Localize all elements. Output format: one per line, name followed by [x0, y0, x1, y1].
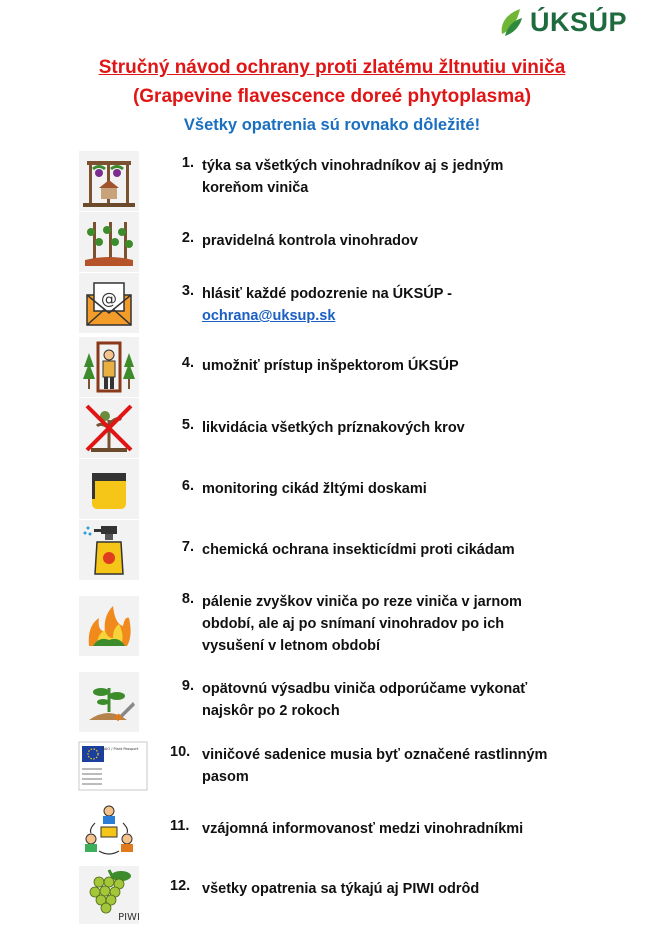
plant-passport-icon: [78, 738, 148, 794]
item-number: 3.: [181, 283, 194, 299]
item-text: likvidácia všetkých príznakových krov: [202, 420, 465, 436]
item-text: opätovnú výsadbu viniča odporúčame vykonať najskôr po 2 rokoch: [202, 681, 528, 719]
item-text: všetky opatrenia sa týkajú aj PIWI odrôd: [202, 881, 480, 897]
item-number: 5.: [181, 417, 194, 433]
page-title: Stručný návod ochrany proti zlatému žltnutiu viniča: [98, 57, 566, 78]
item-text: monitoring cikád žltými doskami: [202, 481, 427, 497]
item-number: 11.: [170, 818, 190, 834]
leaf-logo-icon: [498, 6, 524, 38]
item-number: 9.: [181, 678, 194, 694]
yellow-trap-icon: [79, 459, 139, 519]
piwi-grapes-icon: [79, 866, 139, 924]
email-link[interactable]: ochrana@uksup.sk: [202, 308, 336, 324]
item-text: chemická ochrana insekticídmi proti cikádam: [202, 542, 515, 558]
svg-text:@: @: [101, 289, 117, 308]
passport-header: RAIO / Plant Passport: [101, 747, 139, 751]
item-text: viničové sadenice musia byť označené rastlinným pasom: [202, 747, 548, 785]
item-number: 10.: [170, 744, 191, 760]
uksup-logo: [498, 4, 627, 40]
importance-note: Všetky opatrenia sú rovnako dôležité!: [183, 116, 481, 134]
item-number: 6.: [181, 478, 194, 494]
item-number: 8.: [181, 591, 194, 607]
people-communication-icon: [79, 801, 139, 861]
piwi-label: PIWI: [118, 912, 139, 923]
crossed-vine-icon: [79, 398, 139, 458]
insecticide-spray-icon: [79, 520, 139, 580]
logo-text: ÚKSÚP: [530, 6, 628, 37]
item-text: vzájomná informovanosť medzi vinohradníkmi: [202, 821, 524, 837]
item-text: umožniť prístup inšpektorom ÚKSÚP: [202, 358, 459, 374]
item-number: 12.: [170, 878, 191, 894]
item-number: 1.: [181, 155, 194, 171]
fire-bush-icon: [79, 596, 139, 656]
item-text: pálenie zvyškov viniča po reze viniča v jarnom období, ale aj po snímaní vinohradov po ich vysušení v letnom období: [202, 594, 522, 654]
vineyard-trellis-icon: [79, 151, 139, 211]
item-text: pravidelná kontrola vinohradov: [202, 233, 418, 249]
item-text: hlásiť každé podozrenie na ÚKSÚP -: [202, 286, 453, 302]
item-number: 7.: [181, 539, 194, 555]
item-text-block: [202, 283, 622, 327]
seedling-trowel-icon: [79, 672, 139, 732]
item-number: 4.: [181, 355, 194, 371]
item-text: týka sa všetkých vinohradníkov aj s jedným koreňom viniča: [202, 158, 504, 196]
page-subtitle: (Grapevine flavescence doreé phytoplasma): [132, 86, 532, 107]
inspector-door-icon: [79, 337, 139, 397]
vine-plants-icon: [79, 212, 139, 272]
item-number: 2.: [181, 230, 194, 246]
email-envelope-icon: [79, 273, 139, 333]
